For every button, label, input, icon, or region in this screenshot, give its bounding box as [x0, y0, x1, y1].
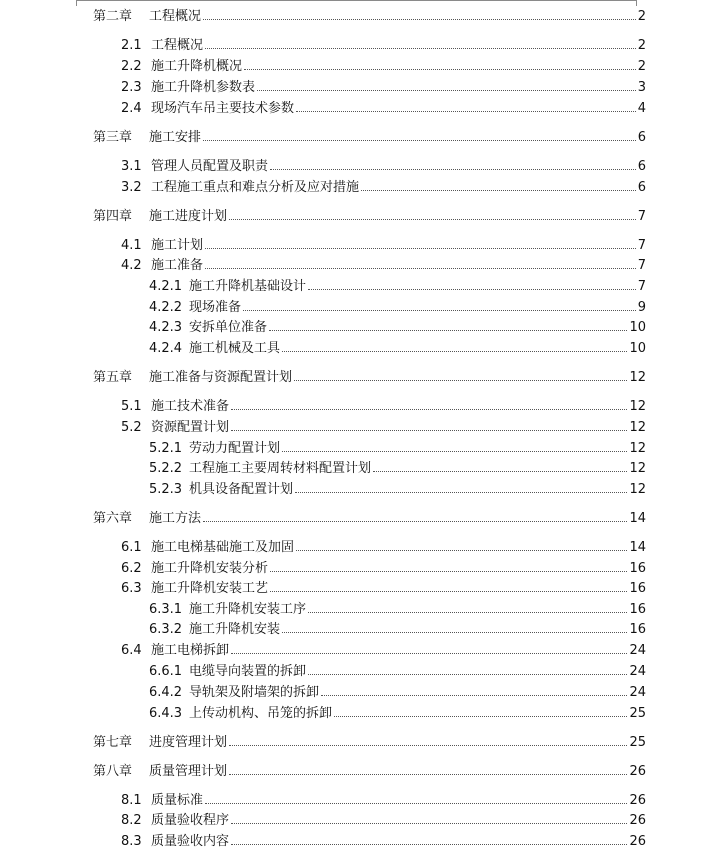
toc-entry[interactable]	[93, 209, 646, 225]
toc-entry-title: 施工升降机安装工艺	[151, 581, 269, 596]
toc-entry[interactable]	[93, 511, 646, 527]
toc-entry-page-number: 12	[629, 441, 646, 456]
toc-entry-title: 施工升降机安装	[189, 622, 281, 637]
toc-dot-leader	[231, 409, 627, 410]
toc-entry-title: 工程施工主要周转材料配置计划	[189, 461, 372, 476]
toc-entry-title: 上传动机构、吊笼的拆卸	[189, 706, 333, 721]
toc-entry-title: 施工准备与资源配置计划	[149, 370, 293, 385]
toc-entry-title: 施工进度计划	[149, 209, 228, 224]
toc-entry-number: 8.1	[121, 793, 142, 808]
toc-entry-title: 工程概况	[151, 38, 204, 53]
toc-dot-leader	[229, 745, 627, 746]
toc-entry-title: 质量验收内容	[151, 834, 230, 849]
toc-entry-title: 施工电梯拆卸	[151, 643, 230, 658]
toc-entry-page-number: 7	[637, 279, 646, 294]
toc-entry[interactable]	[149, 461, 646, 477]
toc-entry[interactable]	[121, 643, 646, 659]
toc-dot-leader	[321, 695, 627, 696]
toc-entry-page-number: 3	[637, 80, 646, 95]
toc-entry-number: 2.2	[121, 59, 142, 74]
toc-entry-number: 2.1	[121, 38, 142, 53]
page-top-border	[76, 0, 636, 1]
toc-entry[interactable]	[121, 101, 646, 117]
toc-entry-title: 施工升降机参数表	[151, 80, 256, 95]
toc-entry[interactable]	[93, 130, 646, 146]
toc-entry-title: 现场准备	[189, 300, 242, 315]
toc-entry-title: 质量标准	[151, 793, 204, 808]
toc-entry-page-number: 12	[629, 420, 646, 435]
toc-entry[interactable]	[149, 602, 646, 618]
toc-entry[interactable]	[121, 561, 646, 577]
toc-entry[interactable]	[121, 59, 646, 75]
toc-entry-number: 6.4.2	[149, 685, 183, 700]
toc-dot-leader	[205, 268, 636, 269]
toc-dot-leader	[269, 330, 627, 331]
toc-entry-number: 第五章	[93, 370, 133, 385]
toc-entry-number: 5.2.1	[149, 441, 183, 456]
toc-dot-leader	[257, 90, 636, 91]
toc-entry-title: 质量验收程序	[151, 813, 230, 828]
toc-entry-title: 安拆单位准备	[189, 320, 268, 335]
toc-entry-page-number: 26	[629, 764, 646, 779]
toc-entry-title: 施工方法	[149, 511, 202, 526]
toc-entry-number: 2.3	[121, 80, 142, 95]
toc-dot-leader	[296, 550, 627, 551]
toc-entry-number: 5.2.2	[149, 461, 183, 476]
toc-entry-number: 6.6.1	[149, 664, 183, 679]
toc-entry-page-number: 26	[629, 834, 646, 849]
toc-entry-page-number: 10	[629, 320, 646, 335]
toc-entry[interactable]	[93, 9, 646, 25]
toc-entry-page-number: 12	[629, 461, 646, 476]
toc-entry[interactable]	[121, 399, 646, 415]
toc-entry[interactable]	[121, 258, 646, 274]
toc-entry-number: 4.2.1	[149, 279, 183, 294]
page-corner-mark-right	[636, 0, 637, 6]
toc-entry-number: 6.4	[121, 643, 142, 658]
toc-entry[interactable]	[121, 581, 646, 597]
toc-dot-leader	[205, 48, 636, 49]
toc-entry-number: 第二章	[93, 9, 133, 24]
toc-entry[interactable]	[149, 320, 646, 336]
toc-entry-page-number: 6	[637, 130, 646, 145]
toc-entry-page-number: 12	[629, 399, 646, 414]
toc-dot-leader	[282, 351, 627, 352]
toc-entry[interactable]	[121, 420, 646, 436]
toc-dot-leader	[334, 716, 627, 717]
toc-entry-title: 现场汽车吊主要技术参数	[151, 101, 295, 116]
toc-entry-number: 4.1	[121, 238, 142, 253]
toc-dot-leader	[308, 289, 636, 290]
toc-entry-page-number: 9	[637, 300, 646, 315]
toc-entry[interactable]	[121, 238, 646, 254]
toc-entry-page-number: 6	[637, 159, 646, 174]
toc-entry-page-number: 25	[629, 735, 646, 750]
toc-entry-page-number: 2	[637, 59, 646, 74]
toc-dot-leader	[282, 632, 627, 633]
toc-entry[interactable]	[121, 159, 646, 175]
toc-dot-leader	[308, 612, 627, 613]
toc-entry[interactable]	[93, 370, 646, 386]
toc-entry-page-number: 16	[629, 622, 646, 637]
toc-dot-leader	[231, 823, 627, 824]
toc-entry-number: 3.2	[121, 180, 142, 195]
toc-entry-number: 4.2.3	[149, 320, 183, 335]
toc-entry-page-number: 16	[629, 581, 646, 596]
toc-entry[interactable]	[121, 834, 646, 850]
toc-entry-page-number: 16	[629, 561, 646, 576]
toc-entry-title: 施工升降机基础设计	[189, 279, 307, 294]
toc-dot-leader	[282, 451, 627, 452]
toc-dot-leader	[243, 310, 636, 311]
toc-dot-leader	[203, 19, 636, 20]
toc-dot-leader	[205, 803, 627, 804]
toc-entry[interactable]	[149, 300, 646, 316]
toc-entry-title: 施工准备	[151, 258, 204, 273]
toc-entry-title: 施工计划	[151, 238, 204, 253]
toc-entry-number: 5.2	[121, 420, 142, 435]
toc-entry-page-number: 25	[629, 706, 646, 721]
toc-entry-title: 工程施工重点和难点分析及应对措施	[151, 180, 360, 195]
toc-entry[interactable]	[149, 685, 646, 701]
toc-entry-title: 施工升降机概况	[151, 59, 243, 74]
toc-dot-leader	[231, 430, 627, 431]
toc-dot-leader	[203, 521, 627, 522]
toc-entry-number: 2.4	[121, 101, 142, 116]
toc-entry-title: 工程概况	[149, 9, 202, 24]
toc-dot-leader	[270, 591, 627, 592]
toc-entry-title: 施工升降机安装工序	[189, 602, 307, 617]
toc-entry-number: 第三章	[93, 130, 133, 145]
toc-dot-leader	[296, 111, 636, 112]
toc-entry-page-number: 6	[637, 180, 646, 195]
toc-dot-leader	[361, 190, 636, 191]
toc-dot-leader	[295, 492, 627, 493]
toc-entry-title: 质量管理计划	[149, 764, 228, 779]
toc-entry[interactable]	[121, 180, 646, 196]
toc-entry-title: 电缆导向装置的拆卸	[189, 664, 307, 679]
toc-entry-page-number: 7	[637, 258, 646, 273]
toc-entry-page-number: 4	[637, 101, 646, 116]
toc-entry-title: 施工技术准备	[151, 399, 230, 414]
toc-entry-page-number: 12	[629, 482, 646, 497]
toc-dot-leader	[205, 248, 636, 249]
toc-entry-number: 4.2.2	[149, 300, 183, 315]
toc-dot-leader	[270, 571, 627, 572]
toc-entry-page-number: 26	[629, 813, 646, 828]
toc-entry[interactable]	[121, 80, 646, 96]
toc-entry[interactable]	[149, 279, 646, 295]
toc-dot-leader	[270, 169, 636, 170]
toc-dot-leader	[244, 69, 636, 70]
toc-entry-number: 第七章	[93, 735, 133, 750]
page-corner-mark-left	[76, 0, 77, 6]
toc-entry-title: 劳动力配置计划	[189, 441, 281, 456]
toc-entry-page-number: 2	[637, 38, 646, 53]
toc-entry-number: 4.2	[121, 258, 142, 273]
toc-entry-page-number: 24	[629, 685, 646, 700]
toc-entry-number: 6.3.1	[149, 602, 183, 617]
toc-dot-leader	[308, 674, 627, 675]
toc-entry-page-number: 2	[637, 9, 646, 24]
toc-entry[interactable]	[149, 706, 646, 722]
toc-entry-page-number: 7	[637, 238, 646, 253]
toc-entry-number: 第六章	[93, 511, 133, 526]
toc-dot-leader	[231, 844, 627, 845]
toc-entry-number: 第八章	[93, 764, 133, 779]
toc-entry-page-number: 12	[629, 370, 646, 385]
toc-entry[interactable]	[121, 540, 646, 556]
toc-entry-page-number: 14	[629, 511, 646, 526]
toc-entry-number: 8.2	[121, 813, 142, 828]
toc-entry-number: 8.3	[121, 834, 142, 849]
toc-entry-title: 资源配置计划	[151, 420, 230, 435]
toc-entry[interactable]	[149, 664, 646, 680]
toc-entry-number: 6.1	[121, 540, 142, 555]
toc-entry-page-number: 14	[629, 540, 646, 555]
toc-entry-page-number: 26	[629, 793, 646, 808]
toc-entry-number: 6.2	[121, 561, 142, 576]
toc-entry-number: 6.3	[121, 581, 142, 596]
toc-dot-leader	[231, 653, 627, 654]
toc-entry[interactable]	[149, 622, 646, 638]
toc-dot-leader	[229, 219, 636, 220]
toc-entry-title: 导轨架及附墙架的拆卸	[189, 685, 320, 700]
toc-entry[interactable]	[121, 813, 646, 829]
toc-entry-number: 6.3.2	[149, 622, 183, 637]
toc-entry-title: 施工电梯基础施工及加固	[151, 540, 295, 555]
toc-dot-leader	[203, 140, 636, 141]
toc-entry-page-number: 24	[629, 664, 646, 679]
toc-entry-number: 第四章	[93, 209, 133, 224]
toc-entry[interactable]	[121, 38, 646, 54]
toc-entry[interactable]	[149, 441, 646, 457]
toc-entry-page-number: 7	[637, 209, 646, 224]
toc-entry-title: 管理人员配置及职责	[151, 159, 269, 174]
toc-entry-number: 5.1	[121, 399, 142, 414]
toc-dot-leader	[294, 380, 627, 381]
toc-entry-page-number: 16	[629, 602, 646, 617]
toc-entry-number: 4.2.4	[149, 341, 183, 356]
toc-entry[interactable]	[149, 482, 646, 498]
toc-entry[interactable]	[93, 764, 646, 780]
toc-entry-number: 5.2.3	[149, 482, 183, 497]
toc-entry-title: 施工机械及工具	[189, 341, 281, 356]
toc-entry[interactable]	[121, 793, 646, 809]
toc-entry-title: 机具设备配置计划	[189, 482, 294, 497]
toc-entry-page-number: 10	[629, 341, 646, 356]
toc-entry-title: 施工升降机安装分析	[151, 561, 269, 576]
toc-entry-number: 6.4.3	[149, 706, 183, 721]
toc-dot-leader	[373, 471, 627, 472]
toc-entry-title: 施工安排	[149, 130, 202, 145]
toc-entry-page-number: 24	[629, 643, 646, 658]
toc-entry-title: 进度管理计划	[149, 735, 228, 750]
toc-entry[interactable]	[93, 735, 646, 751]
toc-dot-leader	[229, 774, 627, 775]
toc-entry[interactable]	[149, 341, 646, 357]
toc-entry-number: 3.1	[121, 159, 142, 174]
